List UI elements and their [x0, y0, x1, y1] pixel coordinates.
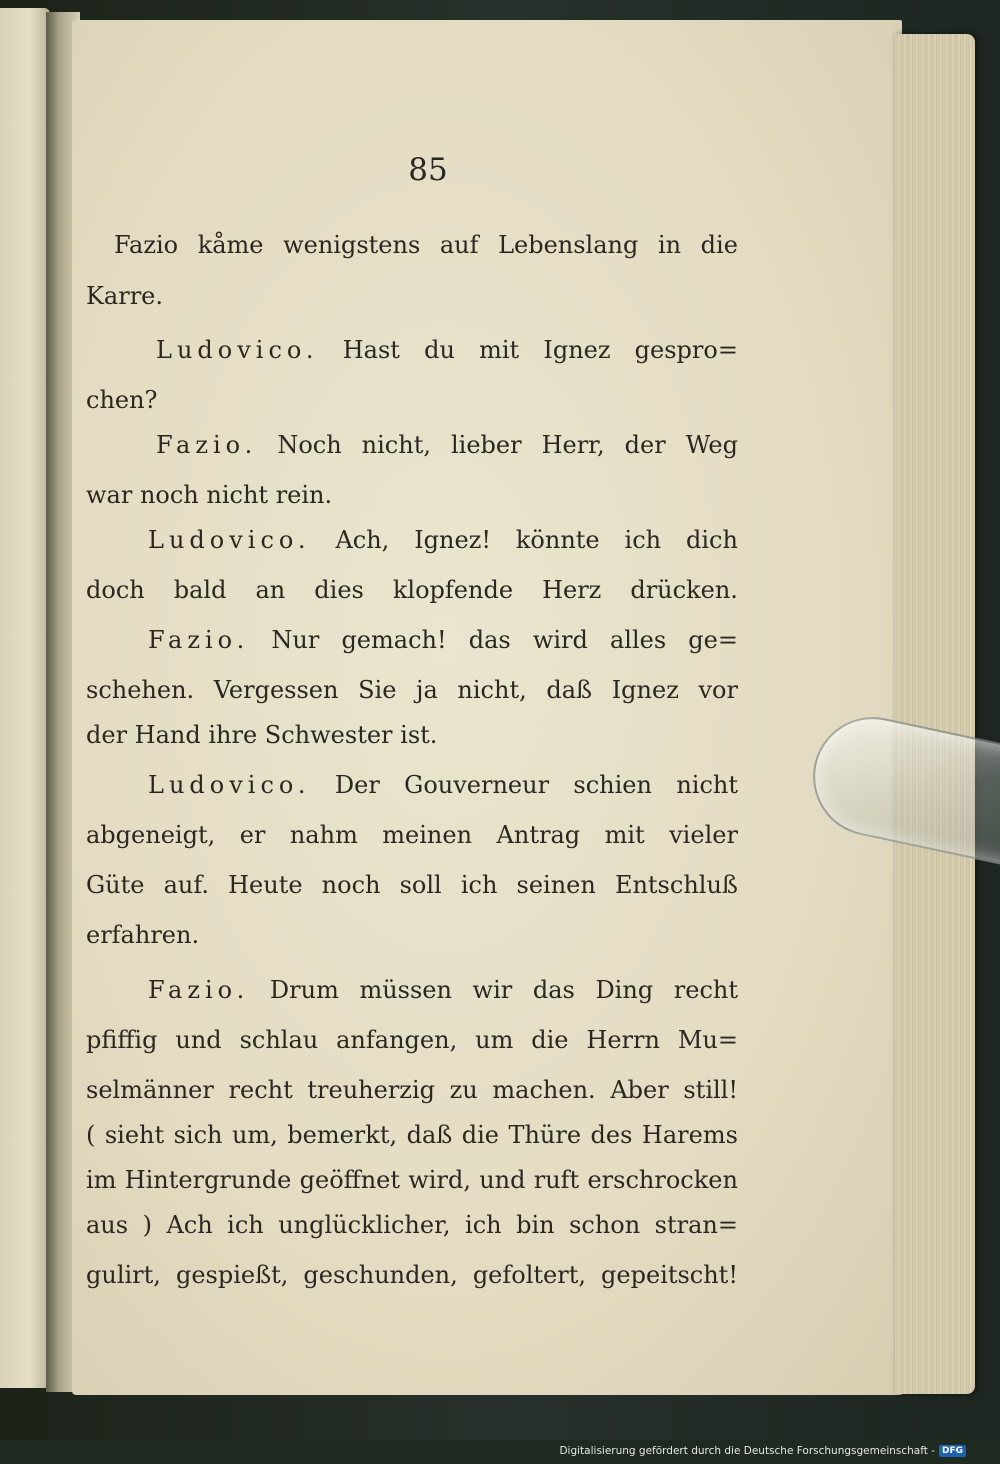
text-line: Fazio kåme wenigstens auf Lebenslang in die: [114, 231, 738, 259]
text-line: im Hintergrunde geöffnet wird, und ruft erschrocken: [86, 1166, 738, 1194]
text-line: Fazio. Drum müssen wir das Ding recht: [148, 976, 738, 1004]
text-line: selmänner recht treuherzig zu machen. Aber still!: [86, 1076, 738, 1104]
text-line: Ludovico. Hast du mit Ignez gespro=: [156, 336, 738, 364]
text-line: abgeneigt, er nahm meinen Antrag mit vieler: [86, 821, 738, 849]
text-line: Karre.: [86, 282, 164, 310]
page-number: 85: [408, 152, 448, 188]
text-line: Fazio. Nur gemach! das wird alles ge=: [148, 626, 738, 654]
text-line: schehen. Vergessen Sie ja nicht, daß Ignez vor: [86, 676, 738, 704]
dfg-logo: DFG: [939, 1445, 966, 1457]
text-line: gulirt, gespießt, geschunden, gefoltert, gepeitscht!: [86, 1261, 738, 1289]
text-line: Ludovico. Der Gouverneur schien nicht: [148, 771, 738, 799]
text-line: doch bald an dies klopfende Herz drücken.: [86, 576, 738, 604]
text-line: aus ) Ach ich unglücklicher, ich bin schon stran=: [86, 1211, 738, 1239]
text-line: pfiffig und schlau anfangen, um die Herrn Mu=: [86, 1026, 738, 1054]
text-line: Fazio. Noch nicht, lieber Herr, der Weg: [156, 431, 738, 459]
digitization-footer: [559, 1442, 966, 1460]
page-stack-edges: [895, 34, 975, 1394]
text-line: war noch nicht rein.: [86, 481, 333, 509]
text-line: erfahren.: [86, 921, 200, 949]
text-line: ( sieht sich um, bemerkt, daß die Thüre des Harems: [86, 1121, 738, 1149]
text-line: chen?: [86, 386, 158, 414]
text-line: Güte auf. Heute noch soll ich seinen Entschluß: [86, 871, 738, 899]
footer-credit: Digitalisierung gefördert durch die Deutsche Forschungsgemeinschaft -: [559, 1445, 935, 1457]
left-page-edge: [0, 8, 50, 1388]
text-line: der Hand ihre Schwester ist.: [86, 721, 438, 749]
text-line: Ludovico. Ach, Ignez! könnte ich dich: [148, 526, 738, 554]
